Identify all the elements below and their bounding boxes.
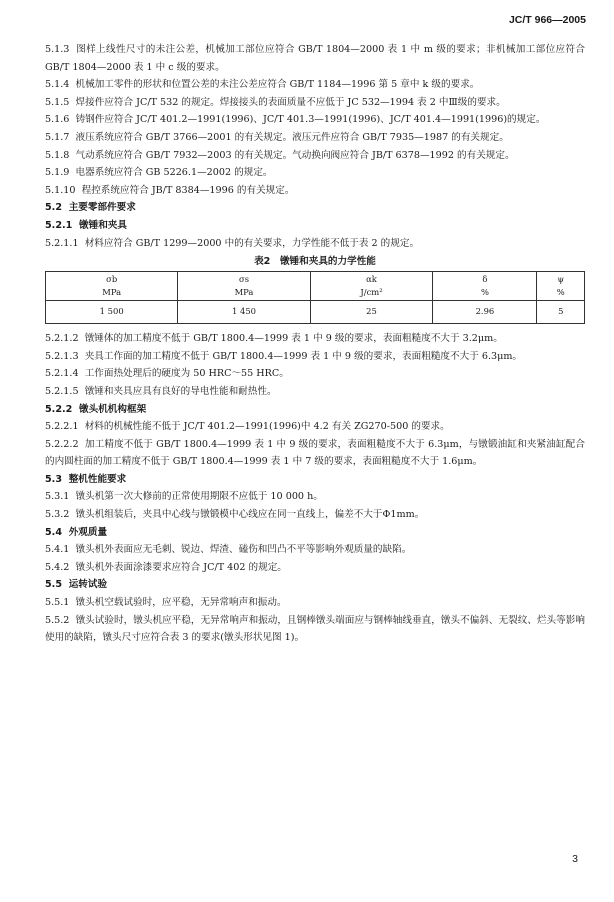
clause-number: 5.1.5: [45, 96, 70, 108]
clause-text: 材料的机械性能不低于 JC/T 401.2—1991(1996)中 4.2 有关 ZG270-500 的要求。: [84, 421, 450, 433]
clause-text: 镦头机机构框架: [79, 403, 147, 415]
clause-paragraph: [45, 94, 585, 112]
clause-paragraph: [45, 147, 585, 165]
header-elongation: δ %: [433, 272, 537, 301]
clause-text: 镦头机第一次大修前的正常使用期限不应低于 10 000 h。: [75, 491, 323, 503]
clause-number: 5.4.1: [45, 544, 70, 556]
section-heading: [45, 401, 585, 419]
clause-text: 工作面热处理后的硬度为 50 HRC～55 HRC。: [84, 368, 289, 380]
table-cell: 1 450: [178, 301, 310, 324]
clause-text: 运转试验: [68, 579, 108, 591]
clause-number: 5.4.2: [45, 561, 70, 573]
clause-paragraph: [45, 594, 585, 612]
clause-paragraph: [45, 559, 585, 577]
table-title: 表2 镦锤和夹具的力学性能: [254, 256, 376, 268]
clause-number: 5.5.1: [45, 597, 70, 609]
clause-paragraph: [45, 436, 585, 471]
clause-text: 电器系统应符合 GB 5226.1—2002 的规定。: [75, 167, 273, 179]
clause-paragraph: [45, 182, 585, 200]
clause-text: 图样上线性尺寸的未注公差，机械加工部位应符合 GB/T 1804—2000 表 1 中 m 级的要求；非机械加工部位应符合 GB/T 1804—2000 表 1 中 c 级的要求。: [45, 44, 585, 73]
header-impact-toughness: αk J/cm²: [310, 272, 433, 301]
clause-paragraph: [45, 506, 585, 524]
section-heading: [45, 471, 585, 489]
clause-paragraph: [45, 348, 585, 366]
clause-paragraph: [45, 383, 585, 401]
clause-paragraph: [45, 418, 585, 436]
header-reduction-of-area: ψ %: [537, 272, 585, 301]
clause-number: 5.1.4: [45, 79, 70, 91]
clause-number: 5.4: [45, 526, 62, 538]
clause-paragraph: [45, 129, 585, 147]
clauses-bottom: [45, 330, 585, 647]
clauses-top: [45, 41, 585, 252]
clause-number: 5.2.1.1: [45, 237, 79, 249]
section-heading: [45, 524, 585, 542]
clause-paragraph: [45, 76, 585, 94]
clause-paragraph: [45, 235, 585, 253]
clause-text: 铸钢件应符合 JC/T 401.2—1991(1996)、JC/T 401.3—1991(1996)、JC/T 401.4—1991(1996)的规定。: [75, 114, 546, 126]
table-cell: 2.96: [433, 301, 537, 324]
clause-number: 5.5.2: [45, 614, 70, 626]
clause-number: 5.2.1.5: [45, 385, 79, 397]
clause-number: 5.1.3: [45, 44, 70, 55]
clause-text: 镦头试验时，镦头机应平稳，无异常响声和振动，且钢棒镦头端面应与钢棒轴线垂直，镦头不偏斜、无裂纹、烂头等影响使用的缺陷，镦头尺寸应符合表 3 的要求(镦头形状见图 1)。: [45, 614, 585, 644]
clause-text: 程控系统应符合 JB/T 8384—1996 的有关规定。: [81, 184, 295, 196]
clause-number: 5.2.2: [45, 403, 73, 415]
clause-paragraph: [45, 541, 585, 559]
document-body: [45, 41, 585, 647]
header-yield-strength: σs MPa: [178, 272, 310, 301]
table-cell: 25: [310, 301, 433, 324]
clause-text: 液压系统应符合 GB/T 3766—2001 的有关规定。液压元件应符合 GB/T 7935—1987 的有关规定。: [75, 131, 509, 143]
clause-text: 镦头机外表面涂漆要求应符合 JC/T 402 的规定。: [75, 561, 287, 573]
clause-text: 镦头机空载试验时，应平稳，无异常响声和振动。: [75, 597, 287, 609]
clause-number: 5.1.8: [45, 149, 70, 161]
table-header-row: [46, 272, 585, 301]
page-number: 3: [572, 853, 578, 865]
table-cell: 1 500: [46, 301, 178, 324]
header-tensile-strength: σb MPa: [46, 272, 178, 301]
clause-number: 5.2.1.4: [45, 368, 79, 380]
clause-number: 5.1.9: [45, 167, 70, 179]
clause-number: 5.3.1: [45, 491, 70, 503]
clause-text: 夹具工作面的加工精度不低于 GB/T 1800.4—1999 表 1 中 9 级的要求，表面粗糙度不大于 6.3μm。: [84, 350, 523, 362]
clause-paragraph: [45, 365, 585, 383]
clause-paragraph: [45, 41, 585, 76]
table-row: [46, 301, 585, 324]
clause-number: 5.5: [45, 579, 62, 591]
clause-number: 5.2.1.3: [45, 350, 79, 362]
clause-text: 机械加工零件的形状和位置公差的未注公差应符合 GB/T 1184—1996 第 5 章中 k 级的要求。: [75, 79, 480, 91]
clause-paragraph: [45, 164, 585, 182]
clause-text: 镦头机外表面应无毛刺、锐边、焊渣、磕伤和凹凸不平等影响外观质量的缺陷。: [75, 544, 412, 556]
clause-paragraph: [45, 488, 585, 506]
clause-text: 镦锤和夹具: [79, 219, 127, 231]
clause-number: 5.3.2: [45, 509, 70, 521]
clause-text: 镦锤和夹具应具有良好的导电性能和耐热性。: [84, 385, 277, 397]
clause-number: 5.1.7: [45, 131, 70, 143]
clause-text: 整机性能要求: [68, 473, 127, 485]
standard-code: JC/T 966—2005: [508, 14, 586, 26]
mechanical-properties-table: [45, 271, 585, 324]
clause-number: 5.1.10: [45, 184, 76, 196]
clause-text: 主要零部件要求: [68, 202, 136, 214]
clause-paragraph: [45, 330, 585, 348]
clause-number: 5.1.6: [45, 114, 70, 126]
clause-number: 5.2: [45, 202, 62, 214]
clause-text: 外观质量: [68, 526, 108, 538]
clause-text: 气动系统应符合 GB/T 7932—2003 的有关规定。气动换向阀应符合 JB/T 6378—1992 的有关规定。: [75, 149, 515, 161]
clause-number: 5.2.1.2: [45, 333, 79, 345]
clause-paragraph: [45, 111, 585, 129]
clause-text: 焊接件应符合 JC/T 532 的规定。焊接接头的表面质量不应低于 JC 532—1994 表 2 中Ⅲ级的要求。: [75, 96, 506, 108]
section-heading: [45, 576, 585, 594]
table-cell: 5: [537, 301, 585, 324]
section-heading: [45, 199, 585, 217]
clause-number: 5.3: [45, 473, 62, 485]
clause-text: 加工精度不低于 GB/T 1800.4—1999 表 1 中 9 级的要求，表面粗糙度不大于 6.3μm，与镦锻油缸和夹紧油缸配合的内圆柱面的加工精度不低于 GB/T 1800.4—1999 表 1 中 7 级的要求，表面粗糙度不大于 1.6μm。: [45, 438, 585, 468]
clause-number: 5.2.1: [45, 219, 73, 231]
clause-number: 5.2.2.1: [45, 421, 79, 433]
clause-paragraph: [45, 612, 585, 647]
clause-text: 镦头机组装后，夹具中心线与镦锻模中心线应在同一直线上，偏差不大于Φ1mm。: [75, 509, 425, 521]
clause-text: 镦锤体的加工精度不低于 GB/T 1800.4—1999 表 1 中 9 级的要求，表面粗糙度不大于 3.2μm。: [84, 333, 503, 345]
clause-text: 材料应符合 GB/T 1299—2000 中的有关要求，力学性能不低于表 2 的规定。: [84, 237, 420, 249]
section-heading: [45, 217, 585, 235]
clause-number: 5.2.2.2: [45, 438, 79, 450]
